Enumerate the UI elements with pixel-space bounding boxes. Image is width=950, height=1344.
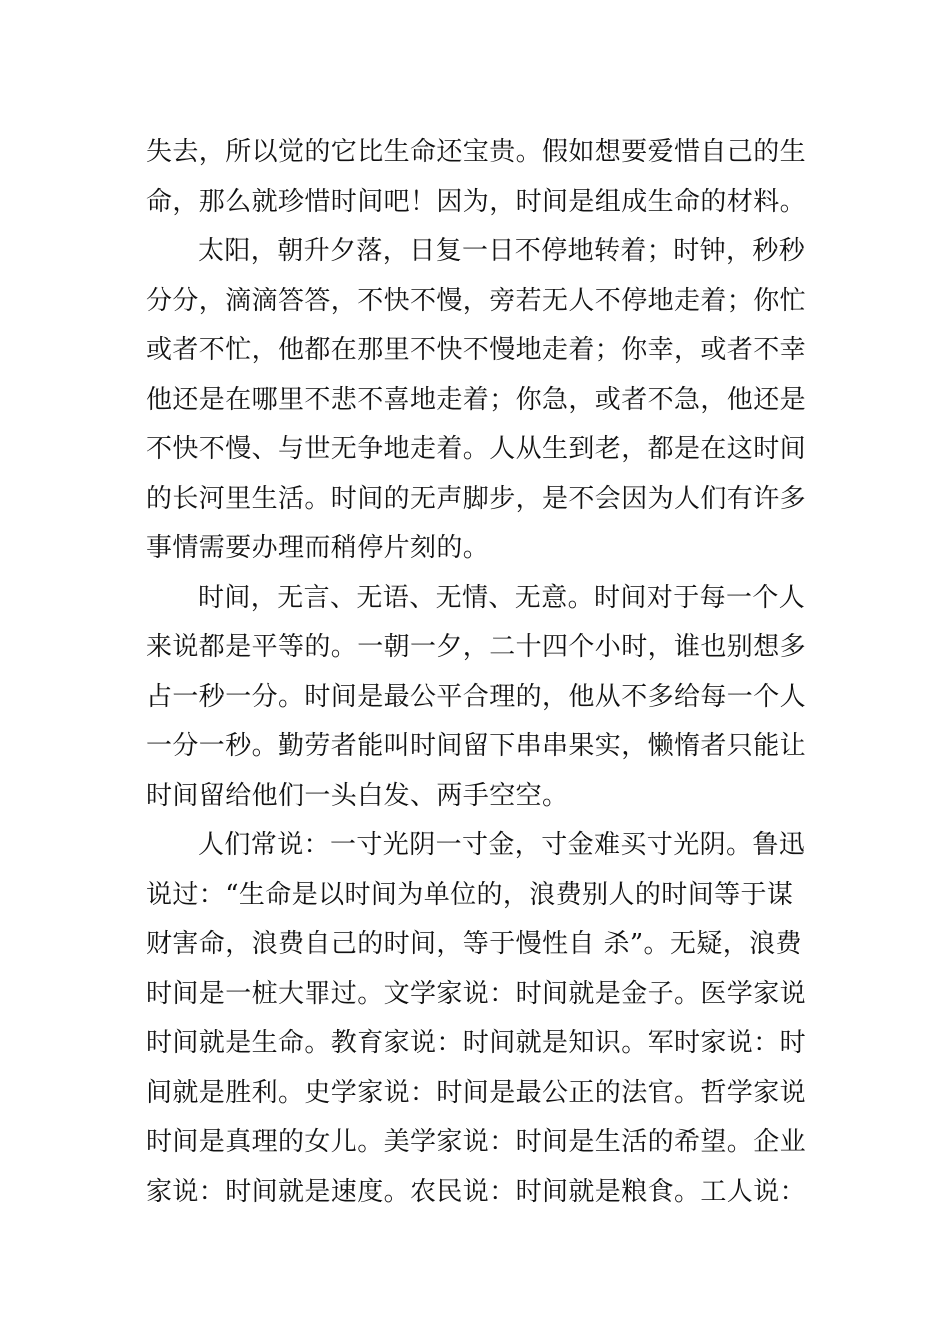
text-line-17: 财害命，浪费自己的时间，等于慢性自 杀”。无疑，浪费 <box>146 929 802 959</box>
text-line-5: 或者不忙，他都在那里不快不慢地走着；你幸，或者不幸 <box>146 335 807 365</box>
text-line-7: 不快不慢、与世无争地走着。人从生到老，都是在这时间 <box>146 434 807 464</box>
text-line-14: 时间留给他们一头白发、两手空空。 <box>146 780 569 811</box>
text-line-8: 的长河里生活。时间的无声脚步，是不会因为人们有许多 <box>146 483 807 514</box>
text-line-10: 时间，无言、无语、无情、无意。时间对于每一个人 <box>198 582 806 613</box>
text-line-2: 命，那么就珍惜时间吧！因为，时间是组成生命的材料。 <box>146 186 807 217</box>
text-line-9: 事情需要办理而稍停片刻的。 <box>146 533 490 563</box>
text-line-3: 太阳，朝升夕落，日复一日不停地转着；时钟，秒秒 <box>198 236 806 266</box>
text-line-6: 他还是在哪里不悲不喜地走着；你急，或者不急，他还是 <box>146 384 807 415</box>
text-line-16: 说过：“生命是以时间为单位的，浪费别人的时间等于谋 <box>146 879 794 910</box>
text-line-4: 分分，滴滴答答，不快不慢，旁若无人不停地走着；你忙 <box>146 285 807 316</box>
text-line-19: 时间就是生命。教育家说：时间就是知识。军时家说：时 <box>146 1028 807 1058</box>
document-text <box>146 128 816 1217</box>
text-line-12: 占一秒一分。时间是最公平合理的，他从不多给每一个人 <box>146 681 807 712</box>
text-line-11: 来说都是平等的。一朝一夕，二十四个小时，谁也别想多 <box>146 632 807 662</box>
text-line-1: 失去，所以觉的它比生命还宝贵。假如想要爱惜自己的生 <box>146 137 807 167</box>
text-line-18: 时间是一桩大罪过。文学家说：时间就是金子。医学家说 <box>146 978 807 1009</box>
text-line-20: 间就是胜利。史学家说：时间是最公正的法官。哲学家说 <box>146 1077 807 1108</box>
text-line-21: 时间是真理的女儿。美学家说：时间是生活的希望。企业 <box>146 1127 807 1157</box>
text-line-13: 一分一秒。勤劳者能叫时间留下串串果实，懒惰者只能让 <box>146 731 807 761</box>
text-line-22: 家说：时间就是速度。农民说：时间就是粮食。工人说： <box>146 1176 807 1207</box>
text-line-15: 人们常说：一寸光阴一寸金，寸金难买寸光阴。鲁迅 <box>198 830 806 860</box>
